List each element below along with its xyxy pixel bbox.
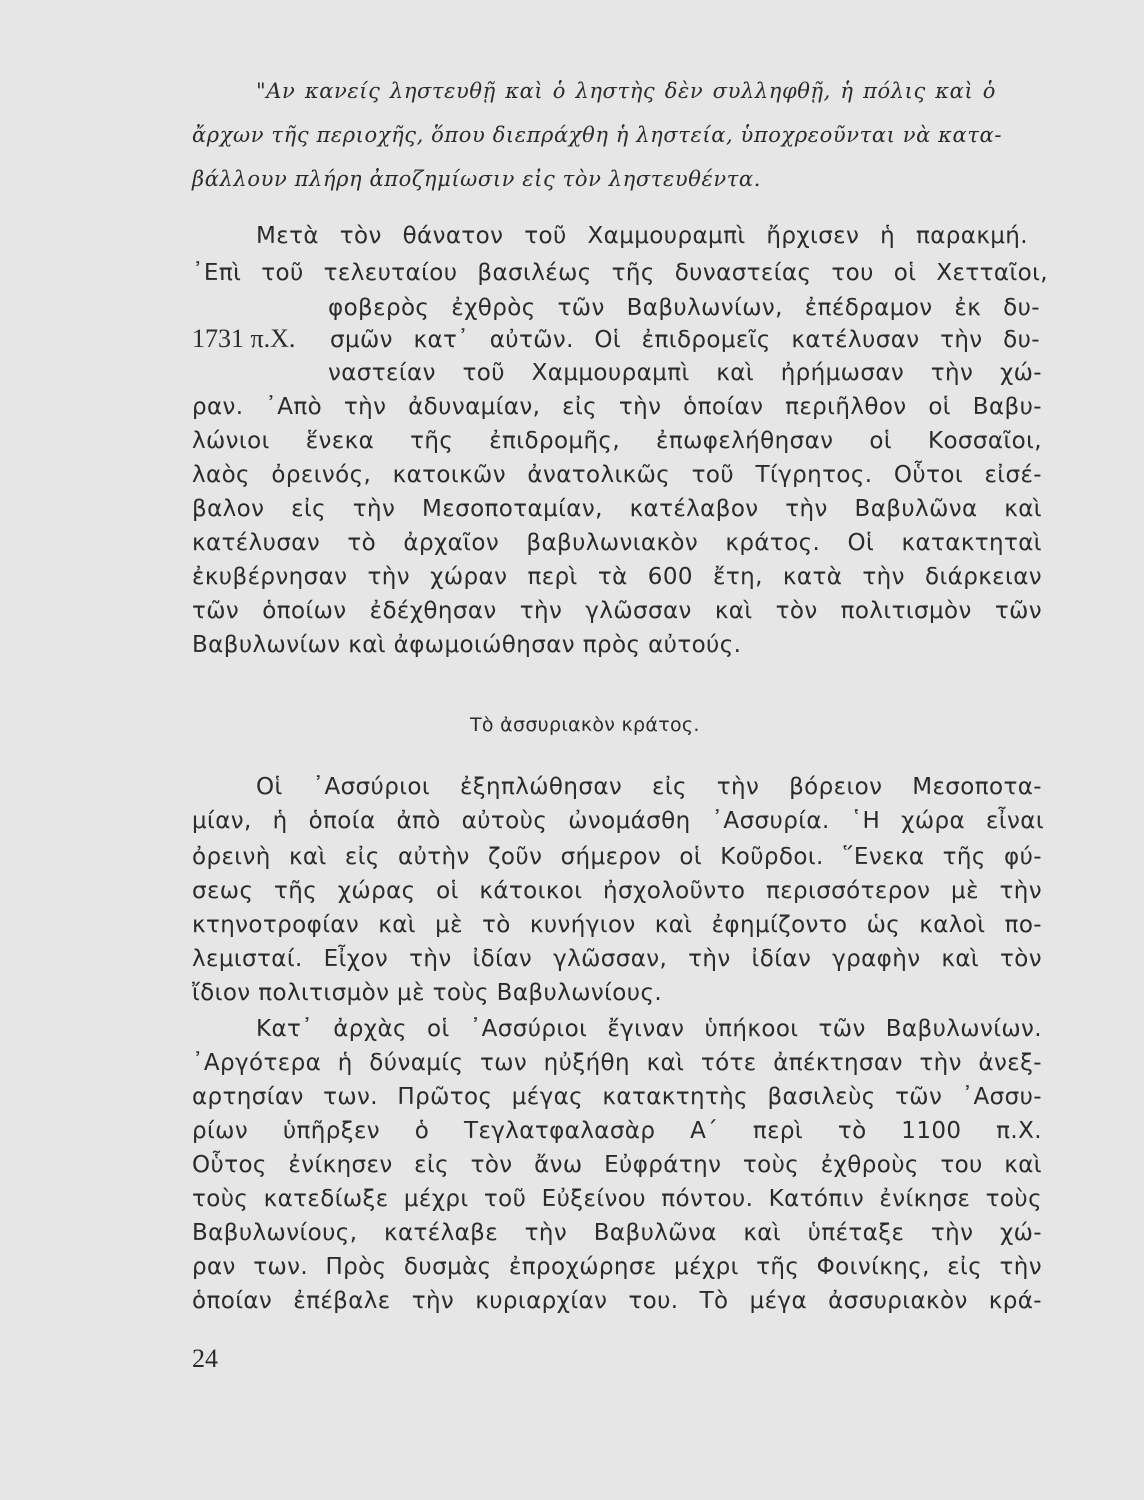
margin-date: 1731 π.Χ. bbox=[192, 324, 296, 353]
text-line: Οἱ ᾿Ασσύριοι ἐξηπλώθησαν εἰς τὴν βόρειον Μεσοποτα- bbox=[256, 774, 1042, 800]
text-line: ναστείαν τοῦ Χαμμουραμπὶ καὶ ἠρήμωσαν τὴν χώ- bbox=[328, 360, 1042, 386]
text-line: αρτησίαν των. Πρῶτος μέγας κατακτητὴς βασιλεὺς τῶν ᾿Ασσυ- bbox=[192, 1084, 1042, 1110]
text-line: σεως τῆς χώρας οἱ κάτοικοι ἠσχολοῦντο περισσότερον μὲ τὴν bbox=[192, 878, 1042, 904]
text-line: Βαβυλωνίους, κατέλαβε τὴν Βαβυλῶνα καὶ ὑπέταξε τὴν χώ- bbox=[192, 1220, 1042, 1246]
text-line: μίαν, ἡ ὁποία ἀπὸ αὐτοὺς ὠνομάσθη ᾿Ασσυρία. ῾Η χώρα εἶναι bbox=[192, 808, 1044, 834]
text-line: ᾿Αργότερα ἡ δύναμίς των ηὐξήθη καὶ τότε ἀπέκτησαν τὴν ἀνεξ- bbox=[192, 1050, 1042, 1076]
text-line: Βαβυλωνίων καὶ ἀφωμοιώθησαν πρὸς αὐτούς. bbox=[192, 632, 742, 658]
text-line: Κατ᾿ ἀρχὰς οἱ ᾿Ασσύριοι ἔγιναν ὑπήκοοι τῶν Βαβυλωνίων. bbox=[256, 1016, 1042, 1042]
quote-line: ἄρχων τῆς περιοχῆς, ὅπου διεπράχθη ἡ ληστεία, ὑποχρεοῦνται νὰ κατα- bbox=[192, 123, 1003, 147]
text-line: φοβερὸς ἐχθρὸς τῶν Βαβυλωνίων, ἐπέδραμον ἐκ δυ- bbox=[328, 295, 1040, 321]
page-number: 24 bbox=[192, 1344, 218, 1373]
text-line: Οὗτος ἐνίκησεν εἰς τὸν ἄνω Εὐφράτην τοὺς ἐχθροὺς του καὶ bbox=[192, 1152, 1042, 1178]
section-heading: Τὸ ἀσσυριακὸν κράτος. bbox=[470, 714, 700, 736]
text-line: ρίων ὑπῆρξεν ὁ Τεγλατφαλασὰρ Α΄ περὶ τὸ 1100 π.Χ. bbox=[192, 1118, 1042, 1144]
text-line: τοὺς κατεδίωξε μέχρι τοῦ Εὐξείνου πόντου. Κατόπιν ἐνίκησε τοὺς bbox=[192, 1186, 1042, 1212]
text-line: λώνιοι ἕνεκα τῆς ἐπιδρομῆς, ἐπωφελήθησαν οἱ Κοσσαῖοι, bbox=[192, 428, 1042, 454]
text-line: Μετὰ τὸν θάνατον τοῦ Χαμμουραμπὶ ἤρχισεν ἡ παρακμή. bbox=[256, 223, 1028, 249]
text-line: σμῶν κατ᾿ αὐτῶν. Οἱ ἐπιδρομεῖς κατέλυσαν τὴν δυ- bbox=[330, 327, 1040, 353]
text-line: λεμισταί. Εἶχον τὴν ἰδίαν γλῶσσαν, τὴν ἰδίαν γραφὴν καὶ τὸν bbox=[192, 946, 1042, 972]
text-line: τῶν ὁποίων ἐδέχθησαν τὴν γλῶσσαν καὶ τὸν πολιτισμὸν τῶν bbox=[192, 598, 1042, 624]
text-line: ὀρεινὴ καὶ εἰς αὐτὴν ζοῦν σήμερον οἱ Κοῦρδοι. ῞Ενεκα τῆς φύ- bbox=[192, 844, 1042, 870]
quote-line: "Αν κανείς ληστευθῇ καὶ ὁ ληστὴς δὲν συλληφθῇ, ἡ πόλις καὶ ὁ bbox=[256, 79, 996, 103]
text-line: ἴδιον πολιτισμὸν μὲ τοὺς Βαβυλωνίους. bbox=[192, 980, 663, 1006]
text-line: κατέλυσαν τὸ ἀρχαῖον βαβυλωνιακὸν κράτος. Οἱ κατακτηταὶ bbox=[192, 530, 1042, 556]
text-line: ὁποίαν ἐπέβαλε τὴν κυριαρχίαν του. Τὸ μέγα ἀσσυριακὸν κρά- bbox=[192, 1288, 1042, 1314]
quote-line: βάλλουν πλήρη ἀποζημίωσιν εἰς τὸν ληστευθέντα. bbox=[192, 167, 761, 191]
text-line: βαλον εἰς τὴν Μεσοποταμίαν, κατέλαβον τὴν Βαβυλῶνα καὶ bbox=[192, 496, 1042, 522]
text-line: ᾿Επὶ τοῦ τελευταίου βασιλέως τῆς δυναστείας του οἱ Χετταῖοι, bbox=[192, 260, 1048, 286]
text-line: ραν των. Πρὸς δυσμὰς ἐπροχώρησε μέχρι τῆς Φοινίκης, εἰς τὴν bbox=[192, 1254, 1042, 1280]
text-line: ἐκυβέρνησαν τὴν χώραν περὶ τὰ 600 ἔτη, κατὰ τὴν διάρκειαν bbox=[192, 564, 1042, 590]
text-line: κτηνοτροφίαν καὶ μὲ τὸ κυνήγιον καὶ ἐφημίζοντο ὡς καλοὶ πο- bbox=[192, 912, 1042, 938]
text-line: λαὸς ὀρεινός, κατοικῶν ἀνατολικῶς τοῦ Τίγρητος. Οὗτοι εἰσέ- bbox=[192, 462, 1042, 488]
text-line: ραν. ᾿Απὸ τὴν ἀδυναμίαν, εἰς τὴν ὁποίαν περιῆλθον οἱ Βαβυ- bbox=[192, 394, 1042, 420]
